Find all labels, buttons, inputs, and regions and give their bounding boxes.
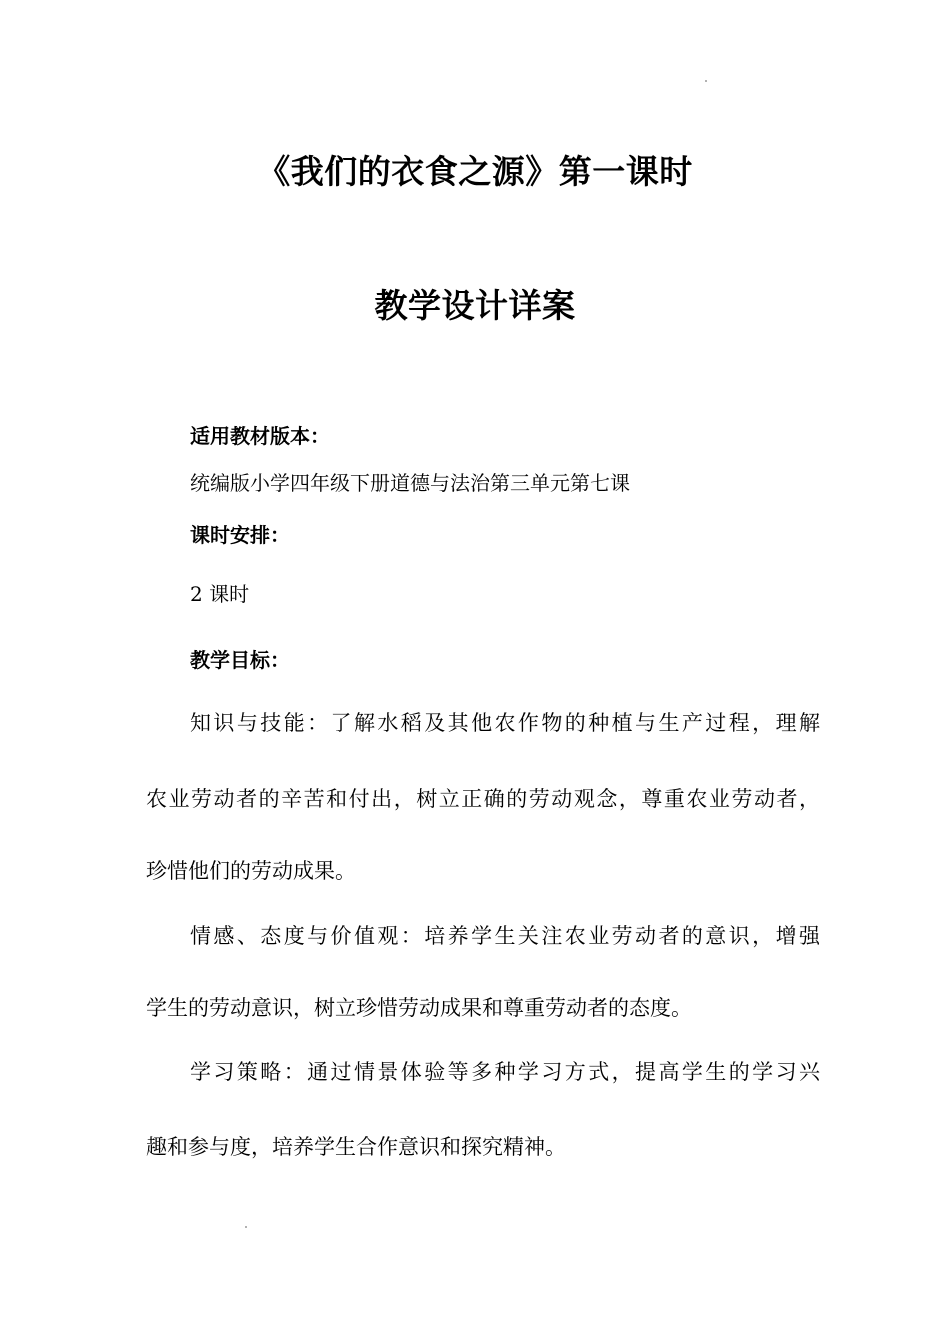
objective-strategy-line1: 学习策略：通过情景体验等多种学习方式，提高学生的学习兴 bbox=[190, 1060, 820, 1084]
objective-emotion-line1: 情感、态度与价值观：培养学生关注农业劳动者的意识，增强 bbox=[190, 924, 820, 948]
edition-value: 统编版小学四年级下册道德与法治第三单元第七课 bbox=[190, 471, 630, 495]
objective-knowledge-line3: 珍惜他们的劳动成果。 bbox=[146, 859, 356, 883]
document-title: 《我们的衣食之源》第一课时 bbox=[257, 152, 693, 191]
schedule-value: 2 课时 bbox=[190, 582, 250, 606]
objective-knowledge-line1: 知识与技能：了解水稻及其他农作物的种植与生产过程，理解 bbox=[190, 711, 820, 735]
objective-knowledge-line2: 农业劳动者的辛苦和付出，树立正确的劳动观念，尊重农业劳动者， bbox=[146, 787, 820, 811]
schedule-label: 课时安排： bbox=[190, 523, 290, 547]
objective-strategy-line2: 趣和参与度，培养学生合作意识和探究精神。 bbox=[146, 1135, 566, 1159]
document-subtitle: 教学设计详案 bbox=[374, 286, 576, 325]
objective-emotion-line2: 学生的劳动意识，树立珍惜劳动成果和尊重劳动者的态度。 bbox=[146, 996, 692, 1020]
page-mark-top bbox=[705, 80, 707, 82]
edition-label: 适用教材版本： bbox=[190, 424, 330, 448]
objectives-label: 教学目标： bbox=[190, 648, 290, 672]
page-mark-bottom bbox=[245, 1226, 247, 1228]
